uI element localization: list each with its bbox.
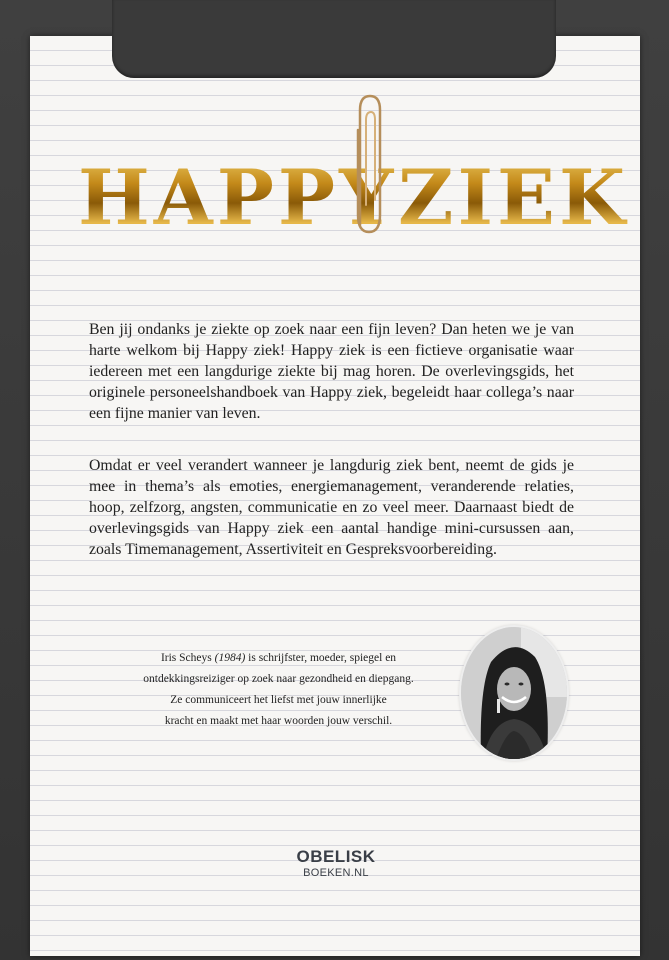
blurb-paragraph-2: Omdat er veel verandert wanneer je langdurig ziek bent, neemt de gids je mee in thema’s als emoties, energiemanagement, veranderende relaties, hoop, zelfzorg, angsten, communicatie en zo veel meer. Daarnaast biedt de overlevingsgids van Happy ziek een aantal handige mini-cursussen aan, zoals Timemanagement, Assertiviteit en Gespreksvoorbereiding. — [89, 457, 574, 558]
author-portrait — [461, 627, 567, 759]
author-bio — [96, 648, 461, 732]
publisher-logo-bottom: BOEKEN.NL — [303, 867, 369, 879]
author-birth-year: (1984) — [214, 652, 246, 664]
publisher-logo — [286, 848, 386, 888]
paperclip-icon — [350, 90, 384, 240]
publisher-logo-top: OBELISK — [296, 847, 376, 866]
author-bio-line-2: ontdekkingsreiziger op zoek naar gezondheid en diepgang. — [143, 673, 414, 685]
title-word-ziek: ZIEK — [398, 148, 629, 248]
author-portrait-image — [461, 627, 567, 759]
author-bio-line-1-rest: is schrijfster, moeder, spiegel en — [248, 652, 397, 664]
author-bio-line-1 — [96, 648, 461, 669]
author-bio-line-3: Ze communiceert het liefst met jouw innerlijke — [170, 694, 387, 706]
author-bio-line-4: kracht en maakt met haar woorden jouw verschil. — [164, 715, 393, 727]
author-name: Iris Scheys — [160, 652, 212, 664]
title-word-happy: HAPPY — [78, 148, 397, 248]
book-title — [0, 148, 669, 258]
clipboard-slot — [112, 0, 556, 78]
blurb-paragraph-1: Ben jij ondanks je ziekte op zoek naar een fijn leven? Dan heten we je van harte welkom bij Happy ziek! Happy ziek is een fictieve organisatie waar iedereen met een langdurige ziekte bij mag horen. De overlevingsgids, het originele personeelshandboek van Happy ziek, begeleidt haar collega’s naar een fijne manier van leven. — [89, 321, 574, 422]
